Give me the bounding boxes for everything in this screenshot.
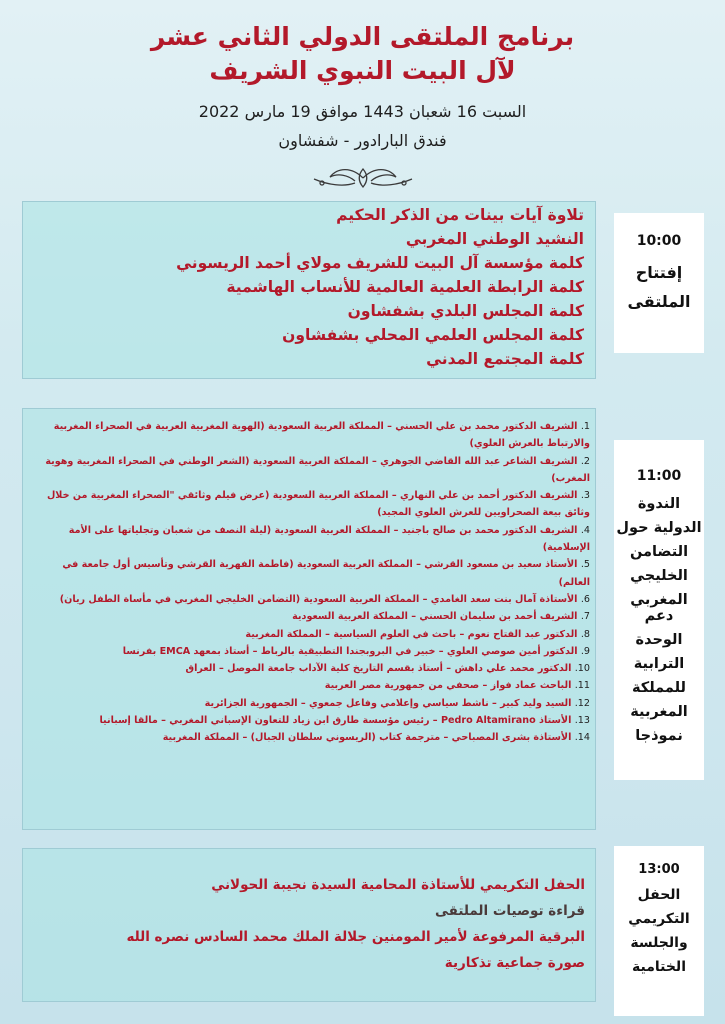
session-time: 10:00 [636,233,682,249]
list-item [28,453,590,488]
session-title-line: الترابية [633,656,685,672]
item-number: 2. [580,455,590,467]
closing-items [30,872,585,976]
event-venue: فندق البارادور - شفشاون [278,131,447,150]
session-title-line: التكريمي [628,911,690,927]
session-opening-label [614,213,704,353]
program-subtitle: لآل البيت النبوي الشريف [209,56,516,85]
item-text: الباحث عماد فواز – صحفي من جمهورية مصر العربية [324,680,572,692]
list-item: النشيد الوطني المغربي [405,230,584,248]
session-title-line: نموذجا [635,728,683,744]
item-number: 4. [580,524,590,536]
session-title-line: الملتقى [627,292,691,311]
list-item: كلمة المجلس البلدي بشفشاون [347,302,584,320]
list-item: قراءة توصيات الملتقى [434,903,585,919]
item-text: الشريف الدكتور محمد بن صالح باجنيد – المملكة العربية السعودية (ليلة النصف من شعبان وتجلياتها على الأمة الإسلامية) [68,524,590,554]
list-item [28,643,590,660]
item-text: الشريف الدكتور محمد بن علي الحسني – المملكة العربية السعودية (الهوية المغربية العربية في الصحراء المغربية والارتباط بالعرش العلوي) [53,421,590,450]
list-item [28,608,590,625]
session-time: 13:00 [638,862,680,877]
item-number: 3. [580,490,590,502]
list-item [28,418,590,453]
item-number: 8. [580,628,590,640]
item-number: 11. [574,680,590,692]
list-item [28,660,590,677]
item-text: الدكتور أمين صوصي العلوي – خبير في البروبجندا التطبيقية بالرباط – أستاذ بمعهد EMCA بفرنسا [122,645,578,657]
item-number: 9. [580,645,590,657]
session-title-line: للمملكة [632,680,686,696]
session-closing-label [614,846,704,1016]
item-number: 5. [580,559,590,571]
item-number: 14. [574,732,590,744]
list-item [28,487,590,522]
list-item: كلمة المجلس العلمي المحلي بشفشاون [282,326,584,344]
item-text: السيد وليد كبير – ناشط سياسي وإعلامي وفاعل جمعوي – الجمهورية الجزائرية [204,697,572,709]
list-item [28,591,590,608]
item-text: الدكتور عبد الفتاح نعوم – باحث في العلوم السياسية – المملكة المغربية [245,628,578,640]
session-title-line: المغربية [630,704,688,720]
item-number: 7. [580,611,590,623]
item-number: 10. [574,663,590,675]
session-time: 11:00 [636,468,682,484]
list-item: كلمة المجتمع المدني [426,350,584,368]
list-item [28,677,590,694]
session-title-line: التضامن [629,544,689,560]
session-title-line: الندوة [637,496,681,512]
item-number: 12. [574,697,590,709]
item-number: 13. [574,715,590,727]
item-number: 1. [580,421,590,432]
list-item: صورة جماعية تذكارية [444,955,585,971]
item-text: الأستاذ Pedro Altamirano – رئيس مؤسسة طارق ابن زياد للتعاون الإسباني المغربي – مالقا إسبانيا [99,715,572,727]
session-title-line: المغربي دعم [630,592,688,624]
list-item: كلمة مؤسسة آل البيت للشريف مولاي أحمد الريسوني [176,254,584,272]
list-item [28,695,590,712]
item-text: الشريف الدكتور أحمد بن علي النهاري – المملكة العربية السعودية (عرض فيلم وثائقي "الصحراء المغربية من خلال وثائق بيعة الصحراويين للعرش العلوي المجيد) [46,490,590,519]
item-text: الشريف أحمد بن سليمان الحسني – المملكة العربية السعودية [292,611,578,623]
session-title-line: الختامية [632,959,686,975]
session-title-line: الدولية حول [616,520,702,536]
item-number: 6. [580,593,590,605]
program-title: برنامج الملتقى الدولي الثاني عشر [150,22,575,51]
list-item [28,626,590,643]
session-title-line: الخليجي [630,568,688,584]
item-text: الأستاذة آمال بنت سعد الغامدي – المملكة العربية السعودية (التضامن الخليجي المغربي في مأساة الطفل ريان) [59,593,578,605]
list-item [28,522,590,557]
event-date: السبت 16 شعبان 1443 موافق 19 مارس 2022 [198,102,527,121]
session-title-line: والجلسة [630,935,688,951]
item-text: الشريف الشاعر عبد الله القاضي الجوهري – المملكة العربية السعودية (الشعر الوطني في الصحراء المغربية وهوية المغرب) [45,455,590,484]
list-item: الحفل التكريمي للأستاذة المحامية السيدة نجيبة الحولاني [211,877,585,893]
speakers-list [28,418,590,747]
list-item [28,729,590,746]
list-item [28,556,590,591]
list-item [28,712,590,729]
floral-divider-icon [308,163,418,191]
list-item: كلمة الرابطة العلمية العالمية للأنساب الهاشمية [226,278,584,296]
session-title-line: إفتتاح [635,263,683,282]
session-title-line: الوحدة [635,632,683,648]
list-item: البرقية المرفوعة لأمير المومنين جلالة الملك محمد السادس نصره الله [126,929,585,945]
item-text: الدكتور محمد علي داهش – أستاذ بقسم التاريخ كلية الآداب جامعة الموصل – العراق [185,663,572,675]
item-text: الأستاذة بشرى المصباحي – مترجمة كتاب (الريسوني سلطان الجبال) – المملكة المغربية [162,732,572,744]
session-title-line: الحفل [637,887,681,903]
item-text: الأستاذ سعيد بن مسعود القرشي – المملكة العربية السعودية (فاطمة الفهرية القرشي وتأسيس أول جامعة في العالم) [62,559,590,588]
opening-items [30,201,584,377]
session-symposium-label [614,440,704,780]
list-item: تلاوة آيات بينات من الذكر الحكيم [336,206,584,224]
